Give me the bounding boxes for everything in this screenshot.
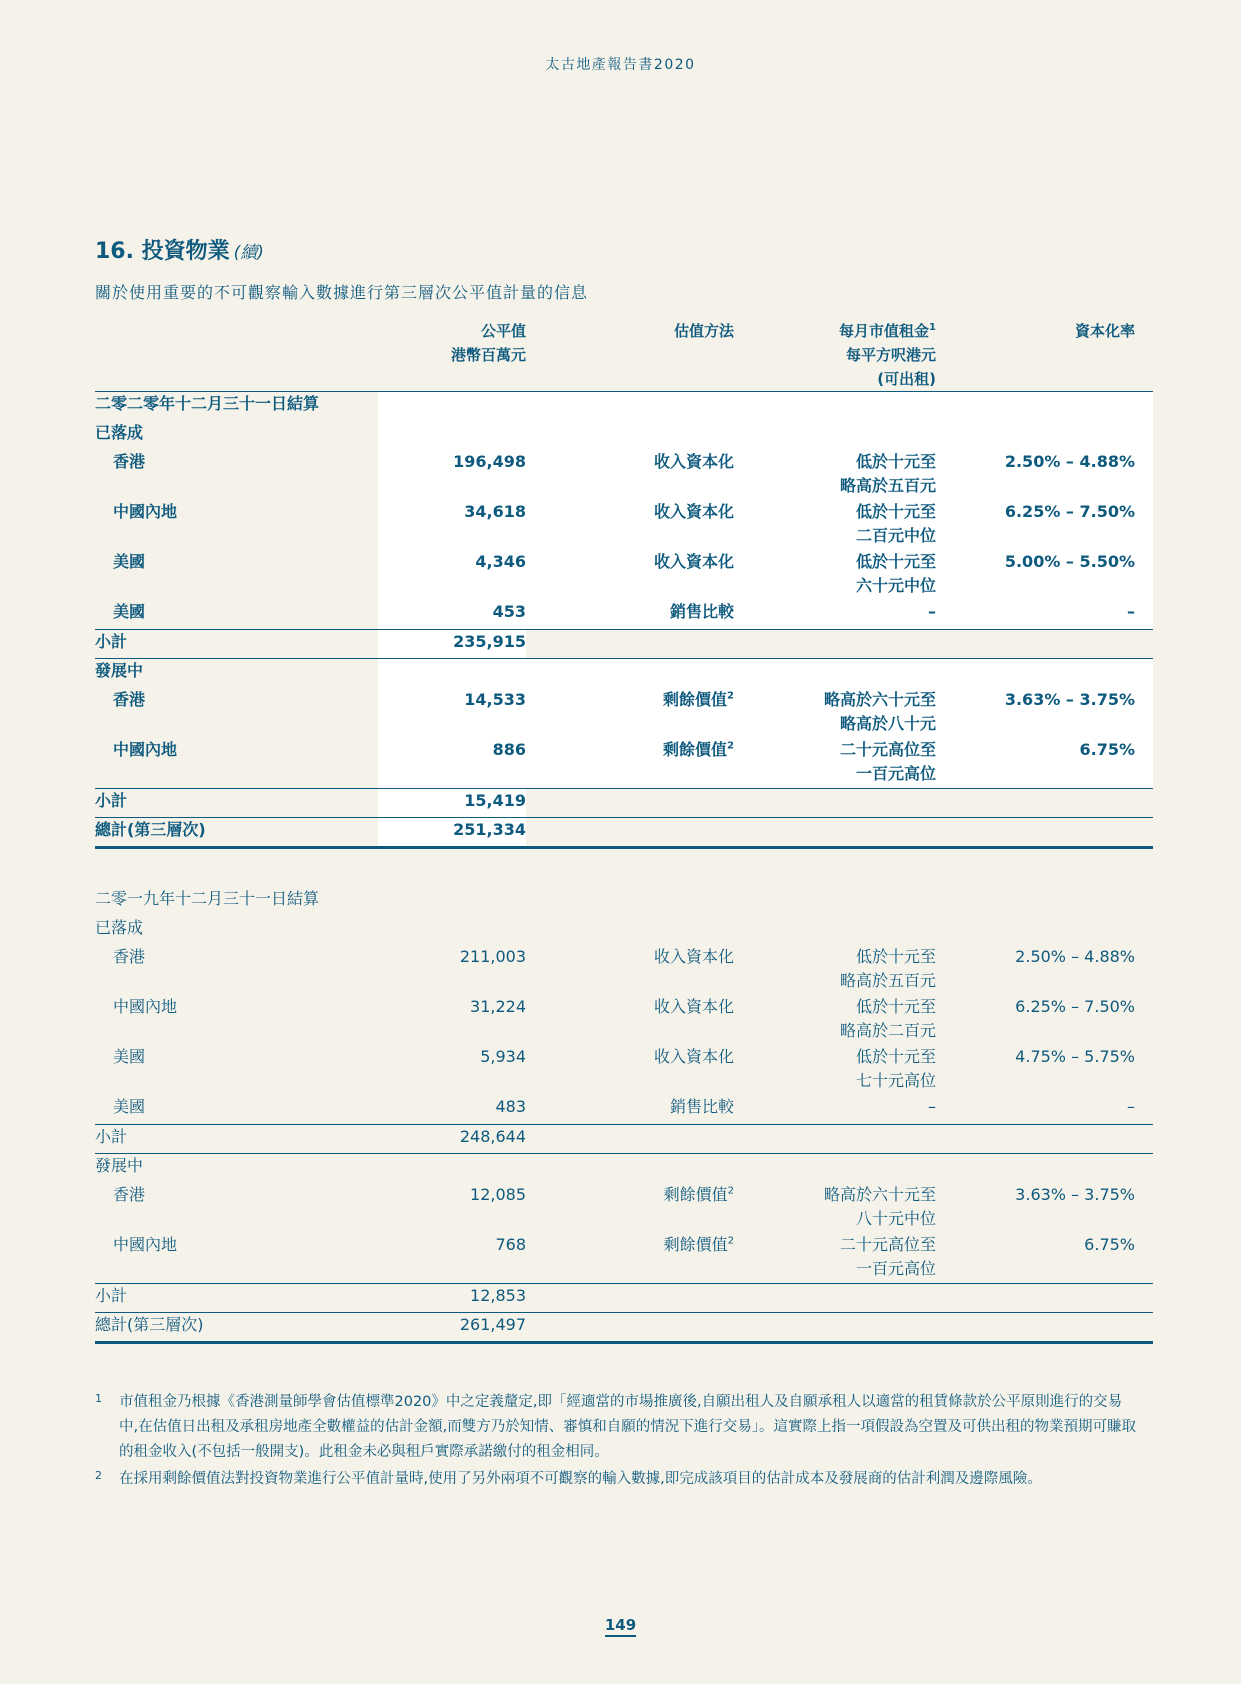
subtotal-label: 小計 — [95, 789, 378, 818]
subtotal-row — [95, 789, 1153, 818]
total-row — [95, 1313, 1153, 1343]
group-label-row — [95, 421, 1153, 450]
total-value: 261,497 — [378, 1313, 526, 1343]
group-label: 發展中 — [95, 659, 378, 689]
footnote — [95, 1390, 1140, 1465]
row-label: 香港 — [113, 1185, 146, 1204]
header-cap-rate — [936, 319, 1153, 392]
cap-rate-cell: 5.00% – 5.50% — [936, 550, 1153, 600]
rent-line-1: 低於十元至 — [855, 947, 936, 966]
table-row — [95, 450, 1153, 500]
group-label: 發展中 — [95, 1154, 378, 1184]
method-text: 收入資本化 — [653, 502, 734, 521]
cap-rate-cell: 6.75% — [936, 738, 1153, 789]
rent-line-1: – — [928, 1097, 936, 1116]
fair-value-cell: 14,533 — [378, 688, 526, 738]
method-cell — [526, 450, 734, 500]
fair-value-cell: 5,934 — [480, 1047, 526, 1066]
header-method — [526, 319, 734, 392]
method-cell — [526, 1183, 734, 1233]
continued-label: (續) — [233, 243, 264, 263]
table-row — [95, 738, 1153, 789]
header-fair-value-l2: 港幣百萬元 — [450, 346, 526, 364]
row-label: 香港 — [113, 690, 146, 709]
rent-line-1: 低於十元至 — [855, 502, 936, 521]
method-text: 剩餘價值 — [663, 1185, 728, 1204]
row-label: 美國 — [113, 602, 146, 621]
rent-cell — [734, 995, 936, 1045]
rent-line-1: 略高於六十元至 — [823, 1185, 936, 1204]
rent-line-2: 一百元高位 — [855, 764, 936, 783]
year-title: 二零二零年十二月三十一日結算 — [95, 394, 320, 413]
rent-line-1: 略高於六十元至 — [823, 690, 936, 709]
table-row — [95, 1233, 1153, 1284]
header-rent-l3: (可出租) — [877, 370, 936, 388]
rent-cell — [734, 1233, 936, 1284]
page-number — [0, 1616, 1241, 1634]
page-number-text: 149 — [605, 1616, 636, 1637]
rent-line-2: 略高於五百元 — [839, 971, 936, 990]
group-label: 已落成 — [95, 918, 144, 937]
cap-rate-cell: 3.63% – 3.75% — [1015, 1185, 1135, 1204]
group-label-row — [95, 916, 1153, 945]
table-row — [95, 1045, 1153, 1095]
fair-value-cell: 211,003 — [459, 947, 526, 966]
cap-rate-cell: 2.50% – 4.88% — [1015, 947, 1135, 966]
row-label: 中國內地 — [113, 997, 178, 1016]
footnote-ref: 1 — [929, 322, 936, 333]
rent-line-1: 低於十元至 — [855, 452, 936, 471]
rent-line-1: 低於十元至 — [855, 552, 936, 571]
method-cell — [526, 1233, 734, 1284]
method-cell — [526, 500, 734, 550]
rent-line-2: 八十元中位 — [855, 1209, 936, 1228]
fair-value-cell: 483 — [495, 1097, 526, 1116]
method-cell — [526, 1045, 734, 1095]
rent-line-2: 七十元高位 — [855, 1071, 936, 1090]
table-row — [95, 600, 1153, 630]
method-cell — [526, 1095, 734, 1125]
method-text: 剩餘價值 — [663, 740, 728, 759]
row-label: 美國 — [113, 1047, 146, 1066]
cap-rate-cell: 3.63% – 3.75% — [936, 688, 1153, 738]
subtotal-row — [95, 1125, 1153, 1154]
footnote-ref: 2 — [727, 690, 734, 702]
subtotal-value: 12,853 — [378, 1284, 526, 1313]
rent-cell — [734, 1183, 936, 1233]
running-header: 太古地產報告書2020 — [545, 57, 696, 73]
row-label: 中國內地 — [113, 502, 178, 521]
table-subtitle: 關於使用重要的不可觀察輸入數據進行第三層次公平值計量的信息 — [95, 283, 589, 302]
method-text: 收入資本化 — [653, 997, 734, 1016]
row-label: 中國內地 — [113, 740, 178, 759]
column-header-row — [95, 319, 1153, 392]
method-text: 剩餘價值 — [663, 1235, 728, 1254]
total-value: 251,334 — [378, 818, 526, 848]
rent-line-1: 低於十元至 — [855, 997, 936, 1016]
fair-value-cell: 34,618 — [378, 500, 526, 550]
header-fair-value-l1: 公平值 — [480, 322, 526, 340]
row-label: 香港 — [113, 452, 146, 471]
fair-value-cell: 886 — [378, 738, 526, 789]
footnote-text: 市值租金乃根據《香港測量師學會估值標準2020》中之定義釐定,即「經適當的市場推廣後,自願出租人及自願承租人以適當的租賃條款於公平原則進行的交易中,在估值日出租及承租房地產全數權益的估計金額,而雙方乃於知情、審慎和自願的情況下進行交易」。這實際上指一項假設為空置及可供出租的物業預期可賺取的租金收入(不包括一般開支)。此租金未必與租戶實際承諾繳付的租金相同。 — [119, 1394, 1136, 1460]
rent-cell — [734, 550, 936, 600]
subtotal-value: 248,644 — [378, 1125, 526, 1154]
cap-rate-cell: – — [936, 600, 1153, 630]
rent-cell — [734, 1095, 936, 1125]
subtotal-label: 小計 — [95, 1284, 378, 1313]
method-cell — [526, 688, 734, 738]
footnote-text: 在採用剩餘價值法對投資物業進行公平值計量時,使用了另外兩項不可觀察的輸入數據,即完成該項目的估計成本及發展商的估計利潤及邊際風險。 — [119, 1471, 1042, 1487]
fair-value-cell: 31,224 — [470, 997, 526, 1016]
rent-cell — [734, 450, 936, 500]
row-label: 香港 — [113, 947, 146, 966]
rent-cell — [734, 1045, 936, 1095]
rent-line-2: 二百元中位 — [855, 526, 936, 545]
footnote-ref: 2 — [727, 740, 734, 752]
header-rent-l1-text: 每月市值租金 — [839, 322, 930, 340]
table-row — [95, 945, 1153, 995]
method-text: 銷售比較 — [669, 1097, 734, 1116]
method-text: 收入資本化 — [653, 1047, 734, 1066]
method-cell — [526, 550, 734, 600]
total-label: 總計(第三層次) — [95, 818, 378, 848]
header-blank — [95, 319, 378, 392]
cap-rate-cell: – — [1127, 1097, 1135, 1116]
table-row — [95, 500, 1153, 550]
table-row — [95, 1095, 1153, 1125]
method-cell — [526, 738, 734, 789]
footnote-number: 1 — [95, 1392, 102, 1405]
method-text: 銷售比較 — [669, 602, 734, 621]
header-cap-rate-text: 資本化率 — [1074, 322, 1135, 340]
method-cell — [526, 945, 734, 995]
group-label-row — [95, 1154, 1153, 1184]
subtotal-label: 小計 — [95, 1125, 378, 1154]
rent-line-2: 略高於五百元 — [839, 476, 936, 495]
table-row — [95, 688, 1153, 738]
rent-cell — [734, 738, 936, 789]
rent-cell — [734, 600, 936, 630]
row-label: 中國內地 — [113, 1235, 178, 1254]
footnote-ref: 2 — [727, 1235, 734, 1247]
method-text: 剩餘價值 — [663, 690, 728, 709]
footnote-number: 2 — [95, 1469, 102, 1482]
subtotal-value: 235,915 — [378, 630, 526, 659]
method-text: 收入資本化 — [653, 947, 734, 966]
subtotal-row — [95, 1284, 1153, 1313]
subtotal-row — [95, 630, 1153, 659]
total-label: 總計(第三層次) — [95, 1313, 378, 1343]
group-label-row — [95, 659, 1153, 689]
footnote — [95, 1467, 1140, 1492]
header-rent — [734, 319, 936, 392]
fair-value-table-2019 — [95, 887, 1153, 1344]
rent-line-2: 略高於二百元 — [839, 1021, 936, 1040]
method-cell — [526, 600, 734, 630]
fair-value-cell: 768 — [495, 1235, 526, 1254]
rent-cell — [734, 688, 936, 738]
section-title-text: 16. 投資物業 — [95, 239, 230, 264]
rent-line-1: 二十元高位至 — [839, 1235, 936, 1254]
header-fair-value — [378, 319, 526, 392]
year-title-row — [95, 887, 1153, 916]
table-row — [95, 1183, 1153, 1233]
total-row — [95, 818, 1153, 848]
rent-line-2: 略高於八十元 — [839, 714, 936, 733]
cap-rate-cell: 4.75% – 5.75% — [1015, 1047, 1135, 1066]
fair-value-cell: 196,498 — [378, 450, 526, 500]
method-text: 收入資本化 — [653, 552, 734, 571]
rent-cell — [734, 500, 936, 550]
table-row — [95, 550, 1153, 600]
rent-line-1: 低於十元至 — [855, 1047, 936, 1066]
table-row — [95, 995, 1153, 1045]
cap-rate-cell: 2.50% – 4.88% — [936, 450, 1153, 500]
year-title: 二零一九年十二月三十一日結算 — [95, 889, 320, 908]
row-label: 美國 — [113, 1097, 146, 1116]
rent-line-2: 六十元中位 — [855, 576, 936, 595]
cap-rate-cell: 6.75% — [1084, 1235, 1135, 1254]
cap-rate-cell: 6.25% – 7.50% — [1015, 997, 1135, 1016]
footnote-ref: 2 — [727, 1185, 734, 1197]
rent-line-1: – — [928, 602, 936, 621]
fair-value-cell: 453 — [378, 600, 526, 630]
footnotes — [95, 1390, 1140, 1494]
header-method-text: 估值方法 — [673, 322, 734, 340]
rent-line-1: 二十元高位至 — [839, 740, 936, 759]
header-rent-l2: 每平方呎港元 — [845, 346, 936, 364]
fair-value-cell: 4,346 — [378, 550, 526, 600]
subtotal-label: 小計 — [95, 630, 378, 659]
fair-value-cell: 12,085 — [470, 1185, 526, 1204]
rent-line-2: 一百元高位 — [855, 1259, 936, 1278]
subtotal-value: 15,419 — [378, 789, 526, 818]
group-label: 已落成 — [95, 423, 144, 442]
section-title — [95, 234, 264, 265]
method-text: 收入資本化 — [653, 452, 734, 471]
cap-rate-cell: 6.25% – 7.50% — [936, 500, 1153, 550]
fair-value-table-2020 — [95, 319, 1153, 849]
row-label: 美國 — [113, 552, 146, 571]
rent-cell — [734, 945, 936, 995]
method-cell — [526, 995, 734, 1045]
year-title-row — [95, 392, 1153, 422]
header-rent-l1 — [734, 319, 936, 343]
